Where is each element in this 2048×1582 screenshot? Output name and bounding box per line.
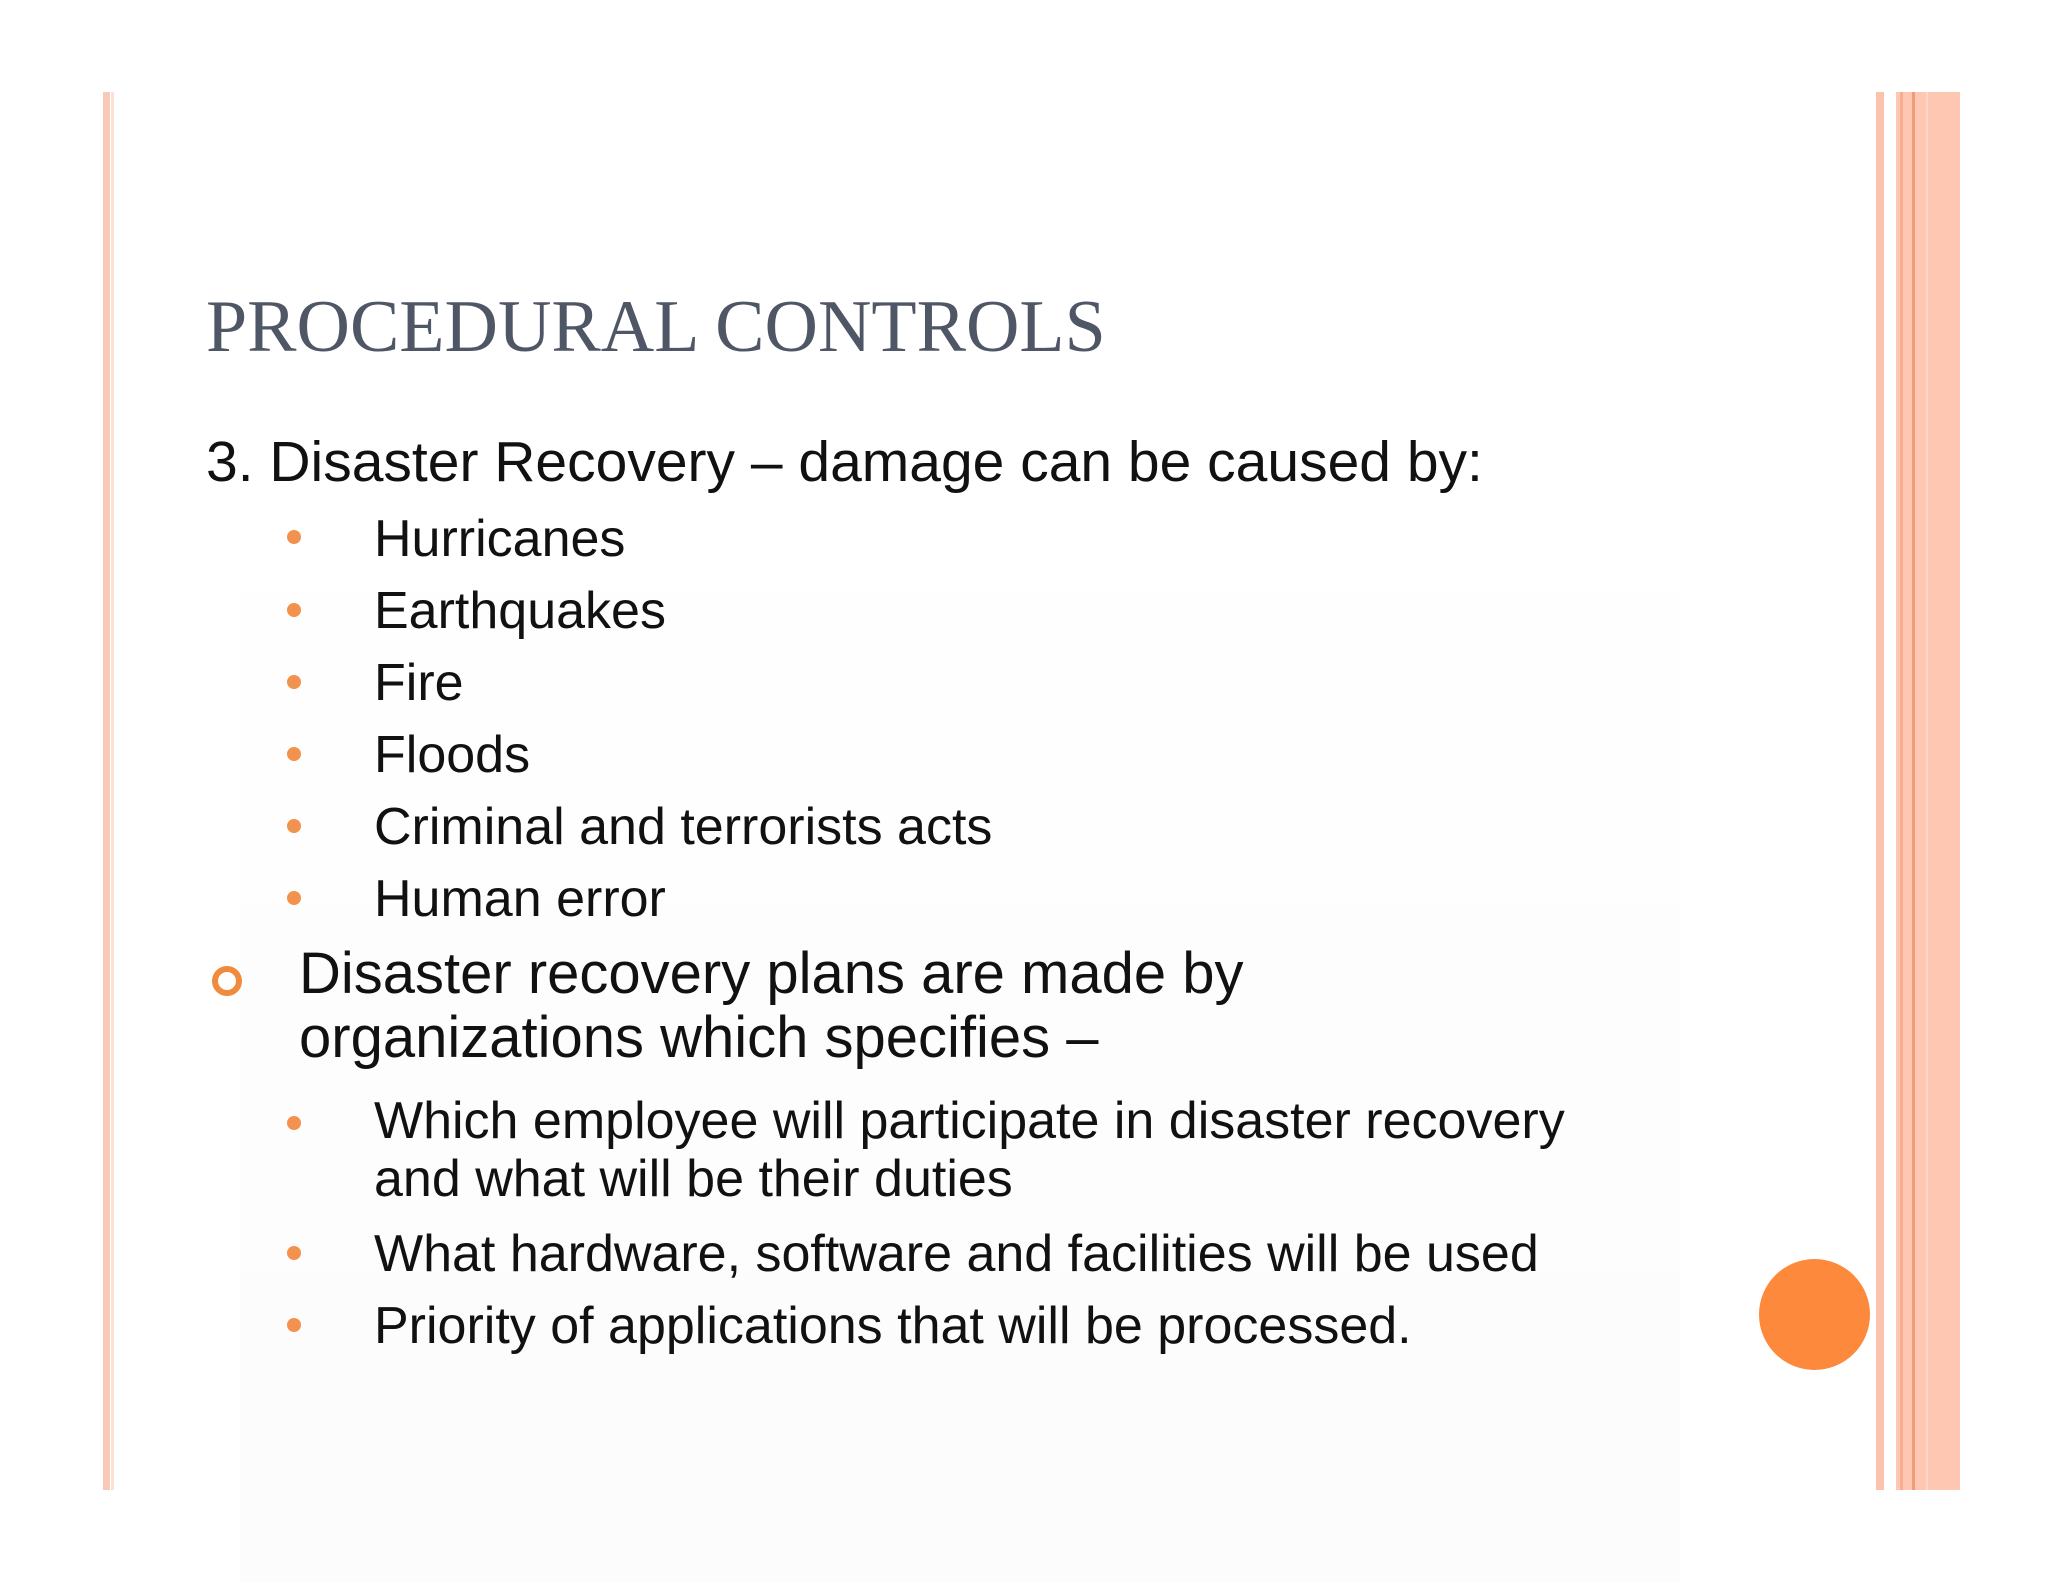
plan-paragraph-line: Disaster recovery plans are made by <box>299 941 1244 1006</box>
filled-dot-icon <box>287 1318 301 1332</box>
right-band-line <box>1926 92 1928 1490</box>
left-border-rule-inner <box>111 92 114 1490</box>
list-item-line: and what will be their duties <box>374 1150 1013 1208</box>
list-item: Fire <box>374 654 464 712</box>
list-item: What hardware, software and facilities will be used <box>374 1225 1539 1283</box>
right-border-band <box>1896 92 1960 1490</box>
filled-dot-icon <box>287 1116 301 1130</box>
filled-dot-icon <box>287 603 301 617</box>
right-border-rule <box>1876 92 1884 1490</box>
ring-bullet-icon <box>212 966 242 996</box>
slide-title: PROCEDURAL CONTROLS <box>206 286 1106 368</box>
plan-paragraph-line: organizations which specifies – <box>299 1005 1099 1070</box>
right-band-line <box>1900 92 1903 1490</box>
right-band-line <box>1912 92 1915 1490</box>
list-item <box>374 1092 1674 1208</box>
filled-dot-icon <box>287 747 301 761</box>
list-item: Earthquakes <box>374 582 666 640</box>
list-item: Hurricanes <box>374 510 626 568</box>
orange-circle-decoration <box>1759 1259 1870 1370</box>
list-item-line: Which employee will participate in disaster recovery <box>374 1092 1565 1150</box>
filled-dot-icon <box>287 1246 301 1260</box>
filled-dot-icon <box>287 530 301 544</box>
list-item: Floods <box>374 726 531 784</box>
list-item: Human error <box>374 870 666 928</box>
filled-dot-icon <box>287 891 301 905</box>
section-heading: 3. Disaster Recovery – damage can be caused by: <box>206 430 1483 494</box>
list-item: Priority of applications that will be processed. <box>374 1297 1412 1355</box>
filled-dot-icon <box>287 675 301 689</box>
plan-paragraph <box>299 942 1699 1070</box>
list-item: Criminal and terrorists acts <box>374 798 993 856</box>
left-border-rule <box>103 92 110 1490</box>
filled-dot-icon <box>287 819 301 833</box>
